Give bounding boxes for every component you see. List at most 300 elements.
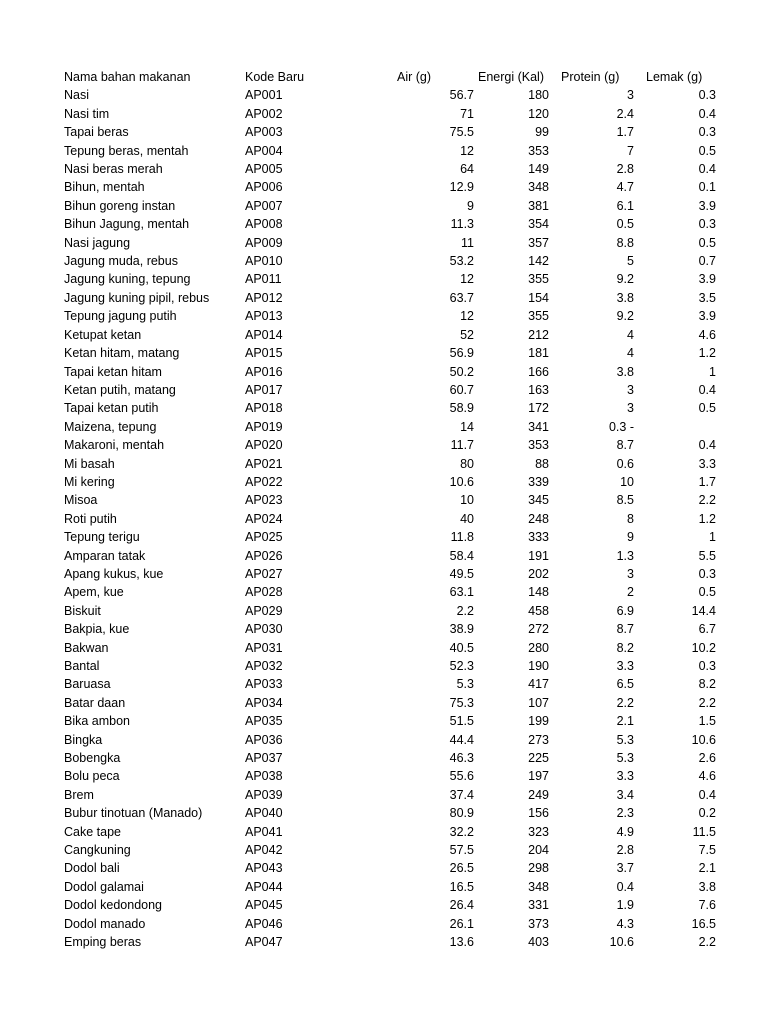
header-nama-bahan-makanan: Nama bahan makanan — [64, 70, 191, 84]
table-row — [62, 657, 718, 675]
cell-lemak: 14.4 — [691, 603, 716, 618]
cell-air: 12.9 — [449, 180, 474, 195]
table-row — [62, 583, 718, 601]
cell-lemak: 3.5 — [698, 290, 716, 305]
cell-protein: 3.7 — [616, 861, 634, 876]
cell-energi: 331 — [528, 898, 549, 913]
cell-air: 63.7 — [449, 290, 474, 305]
cell-nama: Roti putih — [64, 511, 117, 526]
cell-energi: 280 — [528, 640, 549, 655]
cell-kode: AP005 — [245, 162, 283, 177]
cell-nama: Apang kukus, kue — [64, 566, 164, 581]
cell-protein: 0.6 — [616, 456, 634, 471]
table-row — [62, 178, 718, 196]
cell-air: 14 — [460, 419, 474, 434]
cell-lemak: 3.9 — [698, 309, 716, 324]
cell-protein: 2.4 — [616, 106, 634, 121]
cell-protein: 4.3 — [616, 916, 634, 931]
cell-energi: 355 — [528, 309, 549, 324]
cell-nama: Mi kering — [64, 474, 115, 489]
cell-nama: Dodol kedondong — [64, 898, 162, 913]
cell-nama: Jagung kuning pipil, rebus — [64, 290, 210, 305]
cell-nama: Bobengka — [64, 751, 121, 766]
cell-lemak: 8.2 — [698, 677, 716, 692]
table-body — [62, 86, 718, 951]
table-row — [62, 215, 718, 233]
cell-protein: 9 — [627, 530, 634, 545]
cell-protein: 7 — [627, 143, 634, 158]
cell-air: 26.5 — [449, 861, 474, 876]
cell-air: 80.9 — [449, 806, 474, 821]
cell-protein: 4 — [627, 327, 634, 342]
cell-air: 11 — [461, 235, 474, 250]
cell-air: 12 — [460, 143, 474, 158]
cell-air: 58.4 — [449, 548, 474, 563]
table-row — [62, 436, 718, 454]
cell-lemak: 7.5 — [698, 843, 716, 858]
cell-air: 55.6 — [449, 769, 474, 784]
cell-lemak: 1.5 — [698, 714, 716, 729]
cell-lemak: 2.1 — [698, 861, 716, 876]
cell-lemak: 0.3 — [698, 88, 716, 103]
cell-kode: AP020 — [245, 438, 283, 453]
cell-protein: 2.2 — [616, 695, 634, 710]
cell-nama: Makaroni, mentah — [64, 438, 165, 453]
cell-kode: AP023 — [245, 493, 283, 508]
cell-kode: AP040 — [245, 806, 283, 821]
cell-energi: 156 — [528, 806, 549, 821]
cell-air: 63.1 — [449, 585, 474, 600]
cell-air: 13.6 — [449, 935, 474, 950]
cell-nama: Emping beras — [64, 935, 142, 950]
table-row — [62, 639, 718, 657]
table-row — [62, 823, 718, 841]
cell-kode: AP011 — [245, 272, 282, 287]
cell-nama: Brem — [64, 787, 94, 802]
cell-air: 75.3 — [449, 695, 474, 710]
table-row — [62, 399, 718, 417]
table-row — [62, 418, 718, 436]
table-row — [62, 786, 718, 804]
table-row — [62, 933, 718, 951]
cell-kode: AP030 — [245, 622, 283, 637]
header-air: Air (g) — [397, 70, 432, 84]
cell-energi: 373 — [528, 916, 549, 931]
table-row — [62, 547, 718, 565]
header-kode-baru: Kode Baru — [245, 70, 305, 84]
cell-protein: 3 — [627, 382, 634, 397]
cell-air: 9 — [467, 198, 474, 213]
cell-lemak: 2.2 — [698, 493, 716, 508]
cell-lemak: 0.4 — [698, 106, 716, 121]
cell-protein: 6.5 — [616, 677, 634, 692]
cell-lemak: 6.7 — [698, 622, 716, 637]
table-row — [62, 841, 718, 859]
cell-kode: AP004 — [245, 143, 283, 158]
cell-nama: Cake tape — [64, 824, 121, 839]
cell-nama: Dodol galamai — [64, 879, 144, 894]
cell-air: 71 — [460, 106, 474, 121]
cell-kode: AP006 — [245, 180, 283, 195]
cell-nama: Biskuit — [64, 603, 101, 618]
cell-energi: 202 — [528, 566, 549, 581]
table-row — [62, 197, 718, 215]
cell-lemak: 1 — [709, 530, 716, 545]
cell-energi: 458 — [528, 603, 549, 618]
cell-lemak: 4.6 — [698, 327, 716, 342]
cell-nama: Nasi tim — [64, 106, 110, 121]
cell-kode: AP028 — [245, 585, 283, 600]
table-row — [62, 307, 718, 325]
cell-kode: AP018 — [245, 401, 283, 416]
cell-nama: Ketan hitam, matang — [64, 346, 180, 361]
cell-protein: 10.6 — [609, 935, 634, 950]
cell-energi: 357 — [528, 235, 549, 250]
cell-nama: Jagung kuning, tepung — [64, 272, 191, 287]
cell-kode: AP035 — [245, 714, 283, 729]
cell-kode: AP013 — [245, 309, 283, 324]
cell-lemak: 1.2 — [698, 346, 716, 361]
cell-lemak: 0.1 — [698, 180, 716, 195]
cell-protein: 2 — [627, 585, 634, 600]
cell-kode: AP047 — [245, 935, 283, 950]
cell-air: 11.3 — [450, 217, 474, 232]
cell-energi: 298 — [528, 861, 549, 876]
table-row — [62, 749, 718, 767]
cell-air: 49.5 — [449, 566, 474, 581]
cell-protein: 3.8 — [616, 290, 634, 305]
cell-nama: Maizena, tepung — [64, 419, 157, 434]
cell-protein: 0.3 - — [608, 419, 634, 434]
cell-nama: Bantal — [64, 659, 100, 673]
cell-energi: 212 — [528, 327, 549, 342]
cell-protein: 4 — [627, 346, 634, 361]
cell-kode: AP019 — [245, 419, 283, 434]
cell-lemak: 10.6 — [691, 732, 716, 747]
cell-air: 26.1 — [449, 916, 474, 931]
cell-air: 32.2 — [449, 824, 474, 839]
cell-nama: Baruasa — [64, 677, 111, 692]
cell-energi: 197 — [528, 769, 549, 784]
cell-kode: AP016 — [245, 364, 283, 379]
cell-lemak: 3.9 — [698, 198, 716, 213]
cell-nama: Tapai ketan hitam — [64, 364, 162, 379]
cell-protein: 10 — [620, 474, 634, 489]
cell-nama: Nasi jagung — [64, 235, 131, 250]
cell-lemak: 0.3 — [698, 566, 716, 581]
cell-protein: 8 — [627, 511, 634, 526]
cell-energi: 323 — [528, 824, 549, 839]
cell-kode: AP007 — [245, 198, 283, 213]
table-row — [62, 694, 718, 712]
cell-air: 11.7 — [450, 438, 474, 453]
cell-nama: Ketan putih, matang — [64, 382, 176, 397]
table-row — [62, 675, 718, 693]
cell-lemak: 0.5 — [698, 401, 716, 416]
table-row — [62, 326, 718, 344]
cell-energi: 333 — [528, 530, 549, 545]
cell-lemak: 3.3 — [698, 456, 716, 471]
cell-energi: 99 — [535, 125, 549, 140]
cell-air: 51.5 — [449, 714, 474, 729]
cell-nama: Tapai beras — [64, 125, 129, 140]
cell-protein: 8.2 — [616, 640, 634, 655]
cell-air: 60.7 — [449, 382, 474, 397]
cell-kode: AP038 — [245, 769, 283, 784]
cell-energi: 403 — [528, 935, 549, 950]
cell-air: 56.9 — [449, 346, 474, 361]
table-row — [62, 712, 718, 730]
table-row — [62, 270, 718, 288]
cell-lemak: 0.7 — [698, 254, 716, 269]
table-row — [62, 105, 718, 123]
cell-kode: AP017 — [245, 382, 283, 397]
cell-air: 64 — [460, 162, 474, 177]
cell-energi: 355 — [528, 272, 549, 287]
cell-air: 75.5 — [449, 125, 474, 140]
cell-nama: Apem, kue — [64, 585, 124, 600]
table-row — [62, 252, 718, 270]
cell-kode: AP010 — [245, 254, 283, 269]
cell-nama: Bubur tinotuan (Manado) — [64, 806, 203, 821]
cell-air: 44.4 — [449, 732, 474, 747]
cell-nama: Jagung muda, rebus — [64, 254, 178, 269]
cell-protein: 3 — [627, 566, 634, 581]
cell-kode: AP022 — [245, 474, 283, 489]
table-row — [62, 160, 718, 178]
cell-nama: Bakpia, kue — [64, 622, 130, 637]
cell-protein: 9.2 — [616, 309, 634, 324]
cell-kode: AP041 — [245, 824, 283, 839]
cell-nama: Dodol bali — [64, 861, 120, 876]
table-row — [62, 344, 718, 362]
cell-lemak: 0.3 — [698, 125, 716, 140]
cell-nama: Cangkuning — [64, 843, 131, 858]
cell-protein: 2.1 — [616, 714, 634, 729]
cell-protein: 3.8 — [616, 364, 634, 379]
cell-lemak: 7.6 — [698, 898, 716, 913]
cell-kode: AP034 — [245, 695, 283, 710]
cell-nama: Ketupat ketan — [64, 327, 142, 342]
table-row — [62, 234, 718, 252]
cell-energi: 191 — [528, 548, 549, 563]
cell-energi: 273 — [528, 732, 549, 747]
cell-lemak: 1.2 — [698, 511, 716, 526]
cell-kode: AP033 — [245, 677, 283, 692]
cell-protein: 3.3 — [616, 769, 634, 784]
cell-nama: Nasi — [64, 88, 90, 103]
cell-protein: 3.3 — [616, 659, 634, 673]
cell-energi: 345 — [528, 493, 549, 508]
cell-nama: Bakwan — [64, 640, 109, 655]
cell-kode: AP003 — [245, 125, 283, 140]
cell-nama: Dodol manado — [64, 916, 146, 931]
cell-energi: 107 — [528, 695, 549, 710]
cell-protein: 3 — [627, 88, 634, 103]
cell-protein: 8.7 — [616, 622, 634, 637]
cell-lemak — [636, 418, 718, 436]
table-row — [62, 363, 718, 381]
table-row — [62, 859, 718, 877]
cell-nama: Bolu peca — [64, 769, 120, 784]
cell-lemak: 0.3 — [698, 217, 716, 232]
cell-protein: 3 — [627, 401, 634, 416]
cell-energi: 148 — [528, 585, 549, 600]
cell-air: 40.5 — [449, 640, 474, 655]
table-row — [62, 915, 718, 933]
cell-air: 16.5 — [449, 879, 474, 894]
cell-lemak: 0.5 — [698, 585, 716, 600]
cell-protein: 5.3 — [616, 751, 634, 766]
cell-energi: 348 — [528, 180, 549, 195]
cell-kode: AP044 — [245, 879, 283, 894]
table-row — [62, 142, 718, 160]
table-row — [62, 896, 718, 914]
cell-nama: Bihun Jagung, mentah — [64, 217, 190, 232]
cell-protein: 8.5 — [616, 493, 634, 508]
cell-kode: AP009 — [245, 235, 283, 250]
cell-protein: 0.4 — [616, 879, 634, 894]
cell-energi: 166 — [528, 364, 549, 379]
cell-energi: 181 — [528, 346, 549, 361]
cell-energi: 204 — [528, 843, 549, 858]
cell-kode: AP029 — [245, 603, 283, 618]
table-row — [62, 289, 718, 307]
table-row — [62, 473, 718, 491]
cell-energi: 142 — [528, 254, 549, 269]
cell-energi: 172 — [528, 401, 549, 416]
spreadsheet — [0, 68, 768, 952]
cell-kode: AP045 — [245, 898, 283, 913]
cell-nama: Mi basah — [64, 456, 115, 471]
cell-kode: AP024 — [245, 511, 283, 526]
cell-lemak: 0.4 — [698, 438, 716, 453]
cell-energi: 341 — [528, 419, 549, 434]
cell-lemak: 0.5 — [698, 235, 716, 250]
cell-energi: 354 — [528, 217, 549, 232]
table-row — [62, 510, 718, 528]
header-row — [62, 68, 718, 86]
cell-air: 12 — [460, 309, 474, 324]
header-protein: Protein (g) — [561, 70, 620, 84]
cell-energi: 154 — [528, 290, 549, 305]
cell-air: 52.3 — [449, 659, 474, 673]
cell-lemak: 2.2 — [698, 935, 716, 950]
cell-air: 58.9 — [449, 401, 474, 416]
table-row — [62, 804, 718, 822]
cell-air: 12 — [460, 272, 474, 287]
cell-nama: Tapai ketan putih — [64, 401, 159, 416]
cell-lemak: 3.9 — [698, 272, 716, 287]
cell-energi: 249 — [528, 787, 549, 802]
table-row — [62, 620, 718, 638]
table-row — [62, 731, 718, 749]
table-row — [62, 602, 718, 620]
cell-air: 26.4 — [449, 898, 474, 913]
cell-energi: 120 — [528, 106, 549, 121]
cell-protein: 8.7 — [616, 438, 634, 453]
food-composition-table — [62, 68, 718, 952]
cell-protein: 5 — [627, 254, 634, 269]
cell-protein: 4.7 — [616, 180, 634, 195]
cell-energi: 348 — [528, 879, 549, 894]
table-row — [62, 878, 718, 896]
cell-energi: 199 — [528, 714, 549, 729]
cell-nama: Bihun, mentah — [64, 180, 145, 195]
cell-air: 11.8 — [450, 530, 474, 545]
cell-protein: 1.3 — [616, 548, 634, 563]
cell-protein: 8.8 — [616, 235, 634, 250]
cell-lemak: 2.6 — [698, 751, 716, 766]
cell-air: 52 — [460, 327, 474, 342]
cell-nama: Nasi beras merah — [64, 162, 163, 177]
cell-energi: 163 — [528, 382, 549, 397]
table-row — [62, 767, 718, 785]
cell-lemak: 1 — [709, 364, 716, 379]
cell-energi: 339 — [528, 474, 549, 489]
cell-air: 46.3 — [449, 751, 474, 766]
header-lemak: Lemak (g) — [646, 70, 703, 84]
cell-nama: Bika ambon — [64, 714, 131, 729]
cell-air: 50.2 — [449, 364, 474, 379]
cell-protein: 0.5 — [616, 217, 634, 232]
cell-lemak: 0.4 — [698, 162, 716, 177]
table-row — [62, 86, 718, 104]
cell-energi: 353 — [528, 438, 549, 453]
cell-lemak: 4.6 — [698, 769, 716, 784]
cell-kode: AP039 — [245, 787, 283, 802]
cell-energi: 225 — [528, 751, 549, 766]
cell-lemak: 16.5 — [691, 916, 716, 931]
cell-energi: 149 — [528, 162, 549, 177]
cell-lemak: 5.5 — [698, 548, 716, 563]
cell-energi: 353 — [528, 143, 549, 158]
cell-air: 10.6 — [449, 474, 474, 489]
cell-kode: AP001 — [245, 88, 283, 103]
cell-kode: AP025 — [245, 530, 283, 545]
table-row — [62, 528, 718, 546]
cell-protein: 6.1 — [616, 198, 634, 213]
cell-air: 53.2 — [449, 254, 474, 269]
cell-kode: AP037 — [245, 751, 283, 766]
cell-nama: Tepung jagung putih — [64, 309, 177, 324]
cell-air: 57.5 — [449, 843, 474, 858]
cell-air: 80 — [460, 456, 474, 471]
cell-protein: 2.8 — [616, 843, 634, 858]
cell-protein: 2.3 — [616, 806, 634, 821]
cell-energi: 190 — [528, 659, 549, 673]
cell-lemak: 0.5 — [698, 143, 716, 158]
cell-kode: AP046 — [245, 916, 283, 931]
cell-kode: AP008 — [245, 217, 283, 232]
cell-kode: AP042 — [245, 843, 283, 858]
table-row — [62, 491, 718, 509]
cell-air: 56.7 — [449, 88, 474, 103]
cell-air: 5.3 — [456, 677, 474, 692]
table-row — [62, 123, 718, 141]
cell-protein: 3.4 — [616, 787, 634, 802]
cell-kode: AP015 — [245, 346, 283, 361]
table-row — [62, 565, 718, 583]
table-row — [62, 381, 718, 399]
cell-kode: AP012 — [245, 290, 283, 305]
cell-energi: 272 — [528, 622, 549, 637]
cell-lemak: 0.2 — [698, 806, 716, 821]
cell-protein: 6.9 — [616, 603, 634, 618]
cell-kode: AP021 — [245, 456, 283, 471]
cell-air: 38.9 — [449, 622, 474, 637]
cell-lemak: 10.2 — [691, 640, 716, 655]
